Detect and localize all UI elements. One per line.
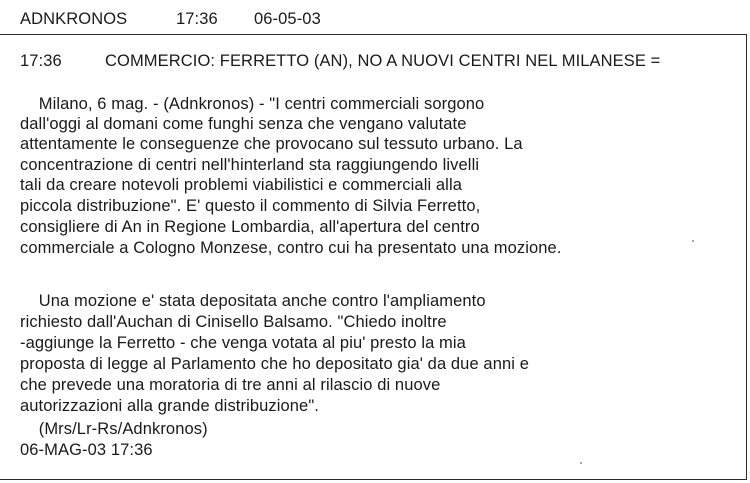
body-line: attentamente le conseguenze che provocano sul tessuto urbano. La [20,135,523,153]
body-line: concentrazione di centri nell'hinterland sta raggiungendo livelli [20,156,480,174]
body-line: commerciale a Cologno Monzese, contro cui ha presentato una mozione. [20,239,562,257]
body-line: dall'oggi al domani come funghi senza che vengano valutate [20,115,467,133]
body-line: tali da creare notevoli problemi viabilistici e commerciali alla [20,176,462,194]
headline-time: 17:36 [20,52,62,70]
scan-speck [580,462,582,464]
scan-speck [692,240,694,242]
header-time: 17:36 [176,10,218,28]
footer-timestamp: 06-MAG-03 17:36 [20,441,153,459]
header-date: 06-05-03 [254,10,321,28]
body-line: proposta di legge al Parlamento che ho depositato gia' da due anni e [20,355,529,373]
source-credit: (Mrs/Lr-Rs/Adnkronos) [20,420,208,438]
body-line: richiesto dall'Auchan di Cinisello Balsamo. "Chiedo inoltre [20,313,447,331]
body-line: Milano, 6 mag. - (Adnkronos) - "I centri commerciali sorgono [20,95,485,113]
body-line: Una mozione e' stata depositata anche contro l'ampliamento [20,292,486,310]
agency-name: ADNKRONOS [20,10,128,28]
body-line: consigliere di An in Regione Lombardia, all'apertura del centro [20,218,480,236]
body-line: autorizzazioni alla grande distribuzione". [20,397,319,415]
body-line: che prevede una moratoria di tre anni al rilascio di nuove [20,376,441,394]
body-line: -aggiunge la Ferretto - che venga votata al piu' presto la mia [20,334,466,352]
headline-title: COMMERCIO: FERRETTO (AN), NO A NUOVI CENTRI NEL MILANESE = [105,52,661,70]
body-line: piccola distribuzione". E' questo il commento di Silvia Ferretto, [20,197,481,215]
